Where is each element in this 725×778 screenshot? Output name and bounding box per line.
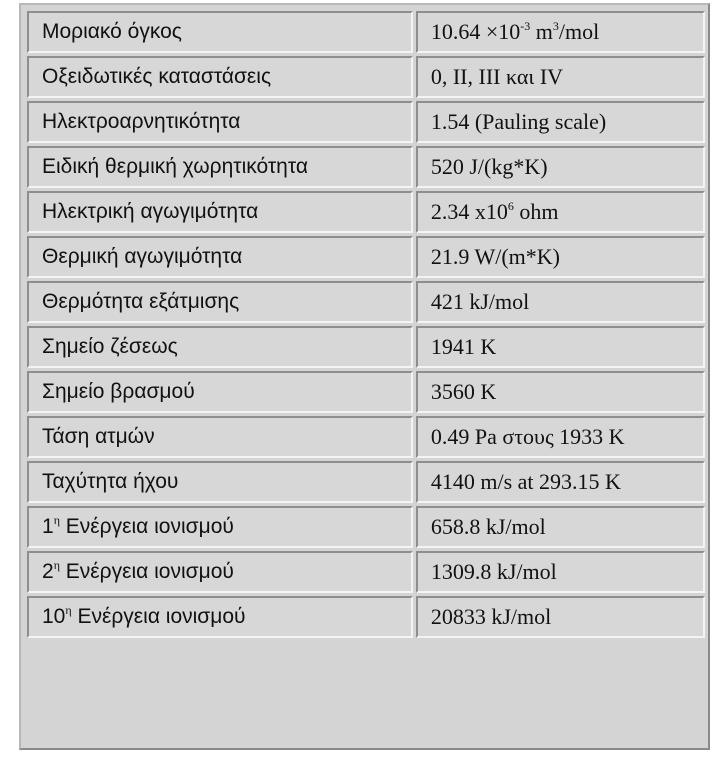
property-label: Μοριακό όγκος: [27, 11, 413, 53]
table-row: [27, 551, 705, 593]
property-value: 1941 K: [416, 326, 705, 368]
property-value: 2.34 $x10^6$ ohm: [416, 191, 705, 233]
property-value: $10.64 \times 10^{-3}$ $m^3$/mol: [416, 11, 705, 53]
table-row: [27, 11, 705, 53]
property-label: Ηλεκτρική αγωγιμότητα: [27, 191, 413, 233]
table-row: [27, 236, 705, 278]
table-row: [27, 146, 705, 188]
property-label: Οξειδωτικές καταστάσεις: [27, 56, 413, 98]
table-row: [27, 416, 705, 458]
property-value: 4140 m/s at 293.15 K: [416, 461, 705, 503]
property-label: Σημείο βρασμού: [27, 371, 413, 413]
property-label: Θερμότητα εξάτμισης: [27, 281, 413, 323]
property-label: Τάση ατμών: [27, 416, 413, 458]
property-label: Σημείο ζέσεως: [27, 326, 413, 368]
table-row: [27, 461, 705, 503]
properties-table: [24, 8, 708, 641]
table-row: [27, 596, 705, 638]
property-value: 0.49 Pa στους 1933 K: [416, 416, 705, 458]
property-value: 20833 kJ/mol: [416, 596, 705, 638]
property-value: 1.54 (Pauling scale): [416, 101, 705, 143]
properties-table-frame: [19, 3, 710, 750]
property-label: Θερμική αγωγιμότητα: [27, 236, 413, 278]
property-value: 3560 K: [416, 371, 705, 413]
property-label: Ταχύτητα ήχου: [27, 461, 413, 503]
table-row: [27, 371, 705, 413]
table-row: [27, 56, 705, 98]
property-value: 1309.8 kJ/mol: [416, 551, 705, 593]
property-value: 658.8 kJ/mol: [416, 506, 705, 548]
property-label: $1^\eta$ Ενέργεια ιονισμού: [27, 506, 413, 548]
table-row: [27, 191, 705, 233]
property-label: $10^\eta$ Ενέργεια ιονισμού: [27, 596, 413, 638]
property-value: 21.9 W/(m*K): [416, 236, 705, 278]
property-label: $2^\eta$ Ενέργεια ιονισμού: [27, 551, 413, 593]
property-label: Ειδική θερμική χωρητικότητα: [27, 146, 413, 188]
table-row: [27, 506, 705, 548]
property-value: 421 kJ/mol: [416, 281, 705, 323]
property-value: 520 J/(kg*K): [416, 146, 705, 188]
property-value: 0, ΙΙ, ΙΙΙ και IV: [416, 56, 705, 98]
table-row: [27, 101, 705, 143]
table-row: [27, 326, 705, 368]
property-label: Ηλεκτροαρνητικότητα: [27, 101, 413, 143]
table-row: [27, 281, 705, 323]
